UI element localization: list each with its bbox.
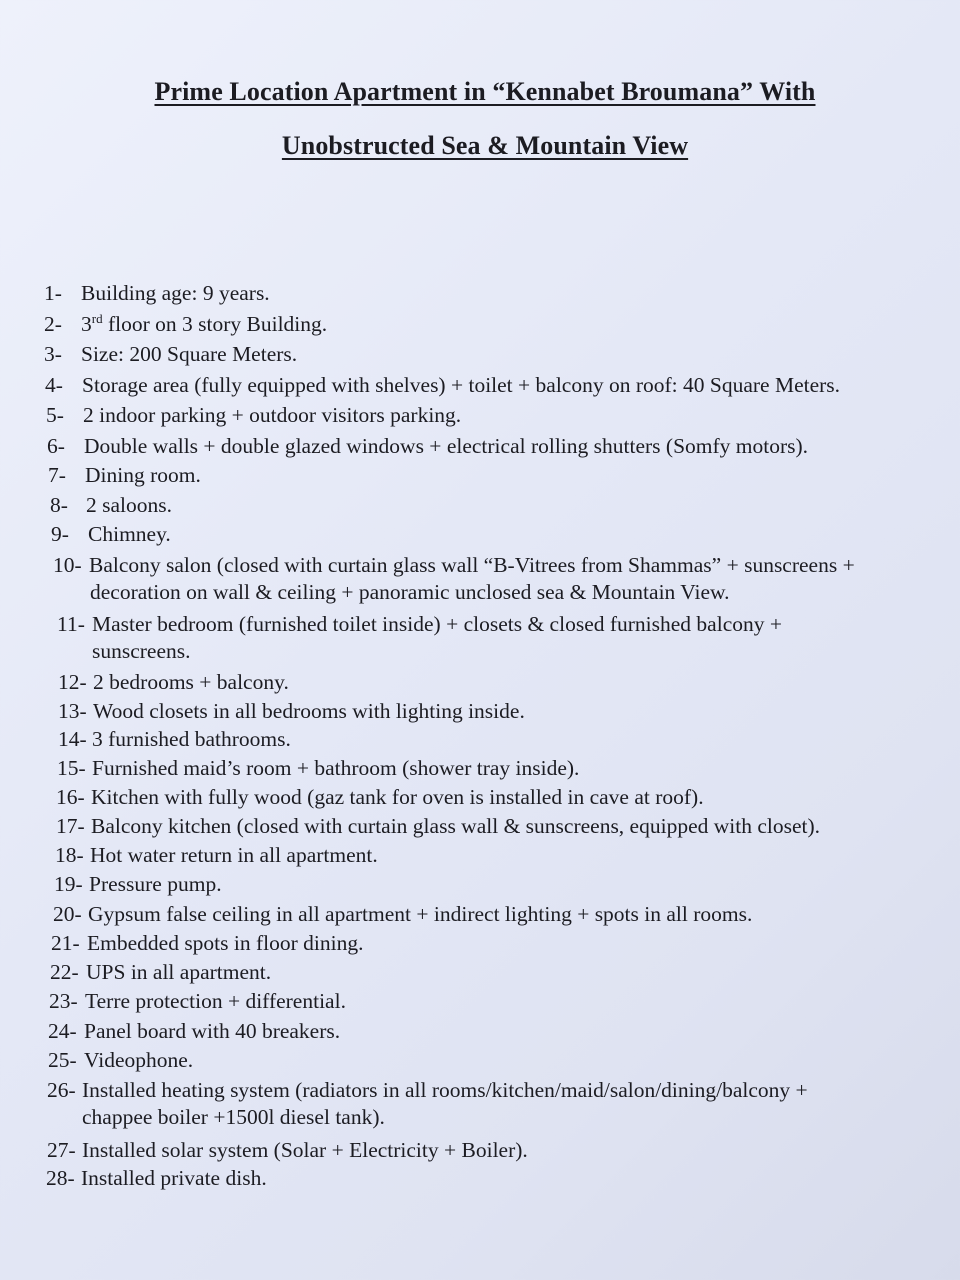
list-item <box>47 433 808 460</box>
item-text: Installed private dish. <box>81 1166 267 1190</box>
item-number: 6- <box>47 434 65 458</box>
item-number: 27- <box>47 1138 76 1162</box>
item-text: Size: 200 Square Meters. <box>81 342 298 366</box>
item-text: Balcony salon (closed with curtain glass wall “B-Vitrees from Shammas” + sunscreens + <box>89 553 855 577</box>
item-number: 14- <box>58 727 87 751</box>
item-text: Terre protection + differential. <box>85 989 346 1013</box>
item-number: 7- <box>48 463 66 487</box>
item-text: Hot water return in all apartment. <box>90 843 378 867</box>
item-number: 19- <box>54 872 83 896</box>
list-item <box>46 1165 267 1192</box>
item-number: 5- <box>46 403 64 427</box>
list-item <box>47 1137 528 1164</box>
list-item <box>51 930 364 957</box>
item-number: 20- <box>53 902 82 926</box>
item-text: Chimney. <box>88 522 171 546</box>
item-text: Installed heating system (radiators in all rooms/kitchen/maid/salon/dining/balcony + <box>82 1078 808 1102</box>
item-text: Double walls + double glazed windows + electrical rolling shutters (Somfy motors). <box>84 434 809 458</box>
list-item <box>56 813 820 840</box>
item-text: 3 furnished bathrooms. <box>92 727 291 751</box>
list-item <box>44 341 297 368</box>
item-text: Gypsum false ceiling in all apartment + indirect lighting + spots in all rooms. <box>88 902 753 926</box>
list-item <box>44 311 327 338</box>
item-number: 16- <box>56 785 85 809</box>
list-item <box>54 871 222 898</box>
item-text: 2 bedrooms + balcony. <box>93 670 289 694</box>
item-number: 28- <box>46 1166 75 1190</box>
document-title-line-2: Unobstructed Sea & Mountain View <box>281 131 689 160</box>
item-number: 21- <box>51 931 80 955</box>
item-text: Pressure pump. <box>89 872 222 896</box>
item-text: UPS in all apartment. <box>86 960 272 984</box>
item-number: 3- <box>44 342 62 366</box>
list-item <box>50 959 271 986</box>
list-item <box>44 280 270 307</box>
item-number: 23- <box>49 989 78 1013</box>
item-number: 1- <box>44 281 62 305</box>
item-text: Kitchen with fully wood (gaz tank for oven is installed in cave at roof). <box>91 785 704 809</box>
item-number: 8- <box>50 493 68 517</box>
item-number: 22- <box>50 960 79 984</box>
list-item <box>48 462 201 489</box>
item-number: 18- <box>55 843 84 867</box>
item-text: Panel board with 40 breakers. <box>84 1019 341 1043</box>
item-number: 4- <box>45 373 63 397</box>
list-item <box>58 669 289 696</box>
item-text: Furnished maid’s room + bathroom (shower tray inside). <box>92 756 580 780</box>
item-number: 25- <box>48 1048 77 1072</box>
list-item <box>57 611 782 665</box>
item-number: 24- <box>48 1019 77 1043</box>
list-item <box>51 521 171 548</box>
list-item <box>48 1047 193 1074</box>
item-number: 13- <box>58 699 87 723</box>
list-item <box>56 784 704 811</box>
list-item <box>57 755 579 782</box>
item-text-continuation: decoration on wall & ceiling + panoramic unclosed sea & Mountain View. <box>90 580 730 604</box>
list-item <box>55 842 378 869</box>
item-text: Installed solar system (Solar + Electricity + Boiler). <box>82 1138 528 1162</box>
item-text: 2 indoor parking + outdoor visitors parking. <box>83 403 462 427</box>
list-item <box>50 492 172 519</box>
item-text: Building age: 9 years. <box>81 281 270 305</box>
list-item <box>46 402 461 429</box>
item-text: floor on 3 story Building. <box>102 312 328 336</box>
item-number: 2- <box>44 312 62 336</box>
list-item <box>47 1077 808 1131</box>
item-text-continuation: chappee boiler +1500l diesel tank). <box>82 1105 385 1129</box>
item-text: Balcony kitchen (closed with curtain glass wall & sunscreens, equipped with closet). <box>91 814 821 838</box>
item-text-prefix: 3 <box>81 312 92 336</box>
item-text: 2 saloons. <box>86 493 172 517</box>
item-number: 11- <box>57 612 85 636</box>
list-item <box>48 1018 340 1045</box>
item-text-superscript: rd <box>91 310 103 326</box>
list-item <box>53 552 855 606</box>
item-number: 15- <box>57 756 86 780</box>
list-item <box>53 901 752 928</box>
document-title-line-1: Prime Location Apartment in “Kennabet Broumana” With <box>154 77 816 106</box>
item-text: Wood closets in all bedrooms with lighting inside. <box>93 699 525 723</box>
list-item <box>58 726 291 753</box>
list-item <box>45 372 840 399</box>
item-number: 10- <box>53 553 82 577</box>
list-item <box>58 698 525 725</box>
item-text: Storage area (fully equipped with shelves) + toilet + balcony on roof: 40 Square Meters. <box>82 373 841 397</box>
item-number: 12- <box>58 670 87 694</box>
list-item <box>49 988 346 1015</box>
item-number: 26- <box>47 1078 76 1102</box>
item-text: Embedded spots in floor dining. <box>87 931 364 955</box>
item-number: 17- <box>56 814 85 838</box>
item-number: 9- <box>51 522 69 546</box>
item-text: Dining room. <box>85 463 201 487</box>
item-text-continuation: sunscreens. <box>92 639 191 663</box>
item-text: Master bedroom (furnished toilet inside) + closets & closed furnished balcony + <box>92 612 782 636</box>
item-text: Videophone. <box>84 1048 194 1072</box>
